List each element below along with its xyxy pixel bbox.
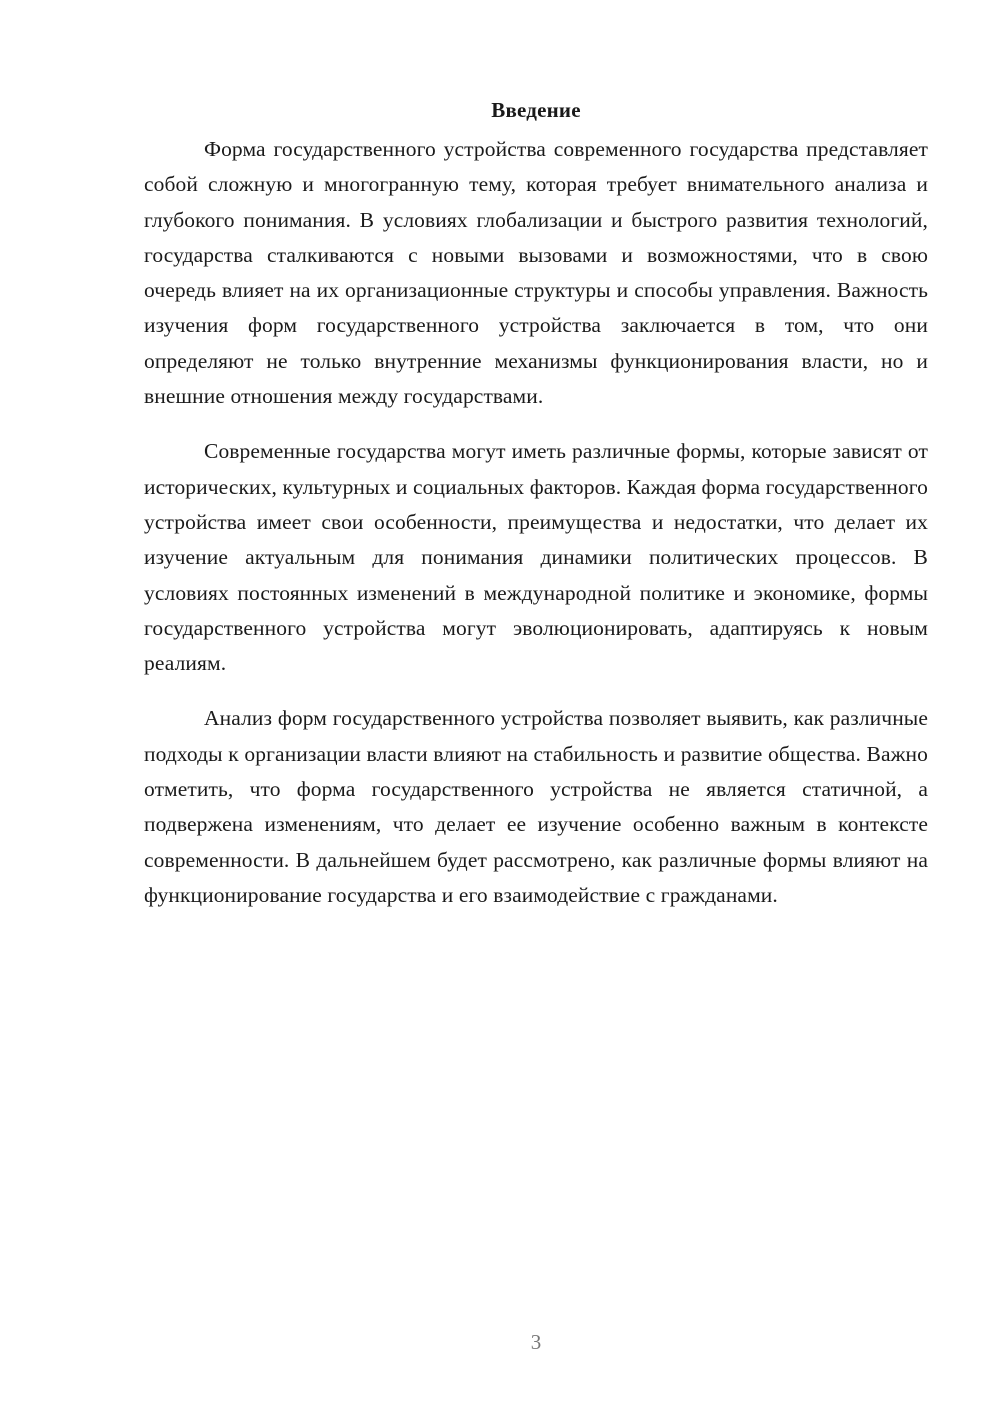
page-number: 3 [530,1330,542,1354]
paragraph-3: Анализ форм государственного устройства позволяет выявить, как различные подходы к организации власти влияют на стабильность и развитие общества. Важно отметить, что форма государственного устройства не является статичной, а подвержена изменениям, что делает ее изучение особенно важным в контексте современности. В дальнейшем будет рассмотрено, как различные формы влияют на функционирование государства и его взаимодействие с гражданами. [144,706,928,907]
page-content [144,92,928,933]
section-title: Введение [491,98,581,122]
paragraph-1: Форма государственного устройства современного государства представляет собой сложную и многогранную тему, которая требует внимательного анализа и глубокого понимания. В условиях глобализации и быстрого развития технологий, государства сталкиваются с новыми вызовами и возможностями, что в свою очередь влияет на их организационные структуры и способы управления. Важность изучения форм государственного устройства заключается в том, что они определяют не только внутренние механизмы функционирования власти, но и внешние отношения между государствами. [144,137,928,409]
paragraph-2: Современные государства могут иметь различные формы, которые зависят от исторических, культурных и социальных факторов. Каждая форма государственного устройства имеет свои особенности, преимущества и недостатки, что делает их изучение актуальным для понимания динамики политических процессов. В условиях постоянных изменений в международной политике и экономике, формы государственного устройства могут эволюционировать, адаптируясь к новым реалиям. [144,439,928,676]
